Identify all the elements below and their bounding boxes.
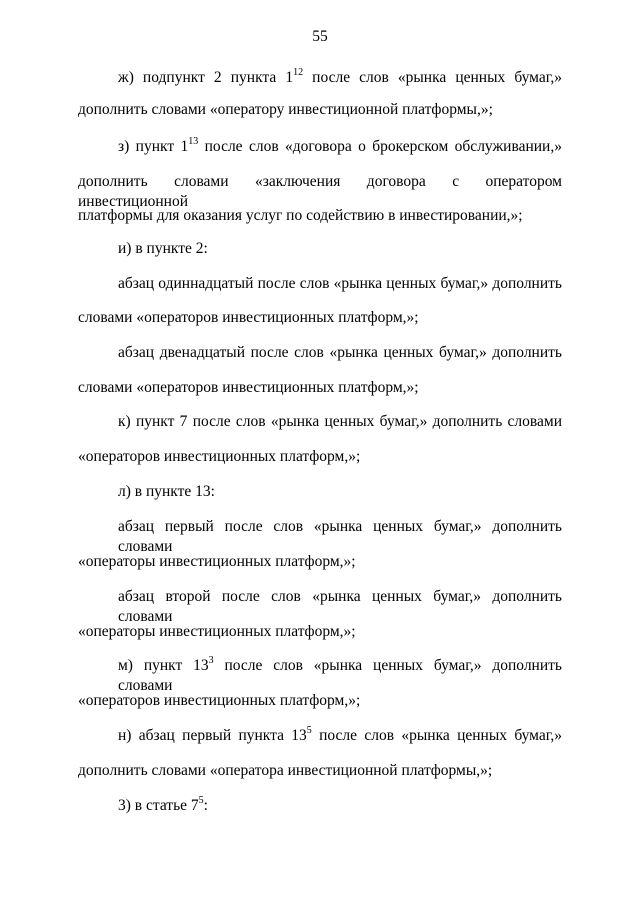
superscript: 12 <box>293 67 304 78</box>
paragraph-line: абзац двенадцатый после слов «рынка ценных бумаг,» дополнить <box>118 344 562 361</box>
paragraph-line: «операторы инвестиционных платформ,»; <box>78 623 356 640</box>
paragraph-line: абзац второй после слов «рынка ценных бумаг,» дополнить словами <box>118 588 562 625</box>
paragraph-line: дополнить словами «оператору инвестиционной платформы,»; <box>78 101 493 118</box>
paragraph-line: л) в пункте 13: <box>118 483 215 500</box>
paragraph-line: дополнить словами «заключения договора с оператором инвестиционной <box>78 173 562 210</box>
paragraph-line: платформы для оказания услуг по содействию в инвестировании,»; <box>78 207 523 224</box>
paragraph-line <box>118 726 562 746</box>
paragraph-line: «операторы инвестиционных платформ,»; <box>78 553 356 570</box>
text: после слов «рынка ценных бумаг,» дополнить словами <box>118 657 562 694</box>
text: после слов «рынка ценных бумаг,» <box>303 69 562 86</box>
paragraph-line: «операторов инвестиционных платформ,»; <box>78 448 361 465</box>
paragraph-line <box>118 68 562 88</box>
paragraph-line: к) пункт 7 после слов «рынка ценных бумаг,» дополнить словами <box>118 413 562 430</box>
paragraph-line: словами «операторов инвестиционных платформ,»; <box>78 379 419 396</box>
paragraph-line: абзац первый после слов «рынка ценных бумаг,» дополнить словами <box>118 518 562 555</box>
text: ж) подпункт 2 пункта 1 <box>118 69 294 86</box>
text: после слов «договора о брокерском обслуживании,» <box>198 138 562 155</box>
text: после слов «рынка ценных бумаг,» <box>311 727 562 744</box>
paragraph-line <box>118 656 562 696</box>
text: н) абзац первый пункта 13 <box>118 727 307 744</box>
superscript: 13 <box>188 136 199 147</box>
paragraph-line: дополнить словами «оператора инвестиционной платформы,»; <box>78 762 493 779</box>
page-number: 55 <box>312 28 328 45</box>
paragraph-line: абзац одиннадцатый после слов «рынка ценных бумаг,» дополнить <box>118 275 562 292</box>
text: з) пункт 1 <box>118 138 189 155</box>
paragraph-line: и) в пункте 2: <box>118 240 208 257</box>
text: : <box>203 797 208 814</box>
paragraph-line <box>118 137 562 157</box>
superscript: 5 <box>306 725 312 736</box>
paragraph-line: «операторов инвестиционных платформ,»; <box>78 692 361 709</box>
text: м) пункт 13 <box>118 657 209 674</box>
paragraph-line: словами «операторов инвестиционных платформ,»; <box>78 309 419 326</box>
paragraph-line <box>118 796 562 816</box>
text: 3) в статье 7 <box>118 797 199 814</box>
superscript: 5 <box>198 795 204 806</box>
superscript: 3 <box>208 655 214 666</box>
